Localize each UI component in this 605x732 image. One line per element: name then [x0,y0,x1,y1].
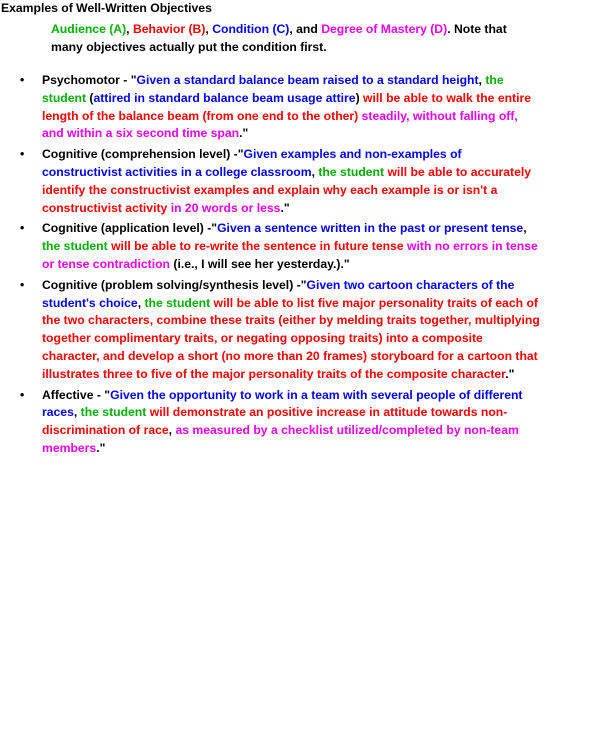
bullet-icon: • [20,221,25,236]
text-segment-black: , [311,164,319,179]
text-segment-blue: Condition (C) [212,22,290,36]
text-segment-blue: Given a sentence written in the past or present tense [217,221,524,236]
text-segment-green: the student [80,405,147,420]
text-segment-red: Behavior (B) [132,22,206,36]
text-segment-red: will demonstrate an positive increase in attitude towards non-discrimination of race [42,405,508,438]
text-segment-black: , [205,22,213,36]
objective-item [0,72,542,143]
text-segment-black: Psychomotor - " [42,73,137,87]
text-segment-black: , [73,405,81,420]
objective-item [0,146,542,217]
text-segment-red: will be able to walk the entire length of the balance beam (from one end to the other) [42,90,535,123]
text-segment-blue: Given a standard balance beam raised to a standard height [136,73,479,87]
text-segment-magenta: Degree of Mastery (D) [321,22,448,36]
bullet-icon: • [20,73,25,87]
objective-item [0,277,542,384]
objectives-list [0,72,542,461]
text-segment-black: ) [355,90,364,105]
text-segment-magenta: steadily, without falling off, and within a six second time span [42,108,522,141]
text-segment-black: Affective - " [42,387,111,402]
page-title: Examples of Well-Written Objectives [1,1,212,15]
text-segment-magenta: in 20 words or less [170,200,281,215]
text-segment-black: , [168,423,176,438]
text-segment-black: ." [280,200,290,215]
text-segment-black: ." [239,126,249,141]
text-segment-green: the student [42,73,507,105]
text-segment-magenta: as measured by a checklist utilized/completed by non-team members [42,423,523,455]
text-segment-green: the student [144,295,211,310]
bullet-icon: • [20,277,25,292]
text-segment-black: , [126,22,133,36]
text-segment-red: will be able to re-write the sentence in future tense [111,239,404,254]
text-segment-black: . Note that many objectives actually put the condition first. [51,22,511,54]
objective-item [0,387,542,458]
text-segment-black: , [137,295,145,310]
text-segment-blue: Given the opportunity to work in a team with several people of different races [42,387,526,420]
text-segment-black: Cognitive (problem solving/synthesis level) -" [42,277,307,292]
text-segment-black: , [523,221,530,236]
text-segment-blue: Given examples and non-examples of constructivist activities in a college classroom [42,147,465,179]
text-segment-black: (i.e., I will see her yesterday.)." [170,256,350,271]
objective-item [0,220,542,273]
bullet-icon: • [20,147,25,162]
text-segment-green: the student [42,239,108,254]
text-segment-black: , [478,73,486,87]
text-segment-black: ( [86,90,94,105]
text-segment-green: Audience (A) [51,22,127,36]
text-segment-black: Cognitive (application level) -" [42,221,218,236]
text-segment-black: ." [96,440,106,455]
abcd-intro [51,20,521,56]
text-segment-blue: Given two cartoon characters of the student's choice [42,277,518,310]
text-segment-black: ." [505,366,515,381]
text-segment-black: Cognitive (comprehension level) -" [42,147,244,162]
text-segment-green: the student [318,164,385,179]
text-segment-black: , and [289,22,322,36]
text-segment-magenta: with no errors in tense or tense contradiction [42,239,542,271]
bullet-icon: • [20,387,25,402]
text-segment-blue: attired in standard balance beam usage attire [93,90,356,105]
text-segment-red: will be able to list five major personality traits of each of the two characters, combine these traits (either by melding traits together, multiplying together complimentary traits, or negating opposing traits) into a composite character, and develop a short (no more than 20 frames) storyboard for a cartoon that illustrates three to five of the major personality traits of the composite character [42,295,544,381]
text-segment-red: will be able to accurately identify the constructivist examples and explain why each example is or isn't a constructivist activity [42,164,535,215]
